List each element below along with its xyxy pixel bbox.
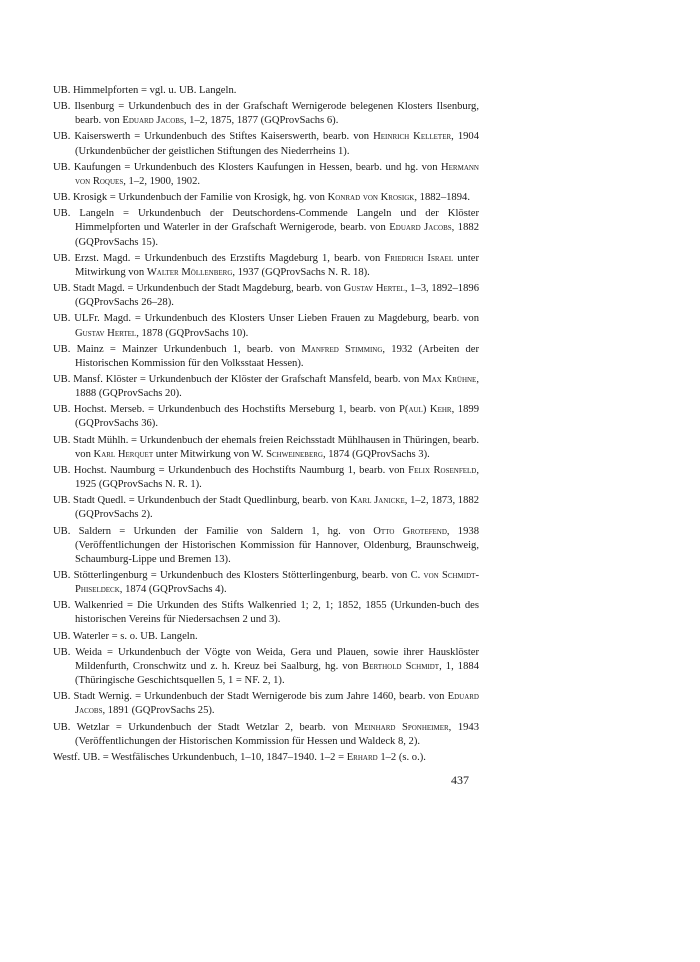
entry-text: UB. Kaiserswerth = Urkundenbuch des Stiftes Kaiserswerth, bearb. von	[53, 131, 374, 143]
entry-text: , 1–2, 1873, 1882 (GQProvSachs 2).	[75, 495, 479, 521]
entry-text: , 1874 (GQProvSachs 3).	[322, 448, 430, 460]
entry-text: UB. Saldern = Urkunden der Familie von Saldern 1, hg. von	[53, 525, 374, 537]
entry-text: , 1878 (GQProvSachs 10).	[136, 327, 249, 339]
entry-text: unter Mitwirkung von W.	[153, 448, 267, 460]
author-name: Karl Janicke	[349, 495, 405, 507]
author-name: Konrad von Krosigk	[327, 192, 415, 204]
entry-text: , 1874 (GQProvSachs 4).	[119, 584, 227, 596]
author-name: Berthold Schmidt	[362, 660, 440, 672]
entry-text: UB. Stadt Mühlh. = Urkundenbuch der ehemals freien Reichsstadt Mühlhausen in Thüringen, bearb. von	[53, 434, 479, 460]
entry-text: , 1943 (Veröffentlichungen der Historischen Kommission für Hessen und Waldeck 8, 2).	[75, 721, 480, 747]
bibliography-entry	[53, 84, 479, 98]
entry-text: , 1899 (GQProvSachs 36).	[75, 404, 479, 430]
author-name: P(aul) Kehr	[399, 404, 452, 416]
bibliography-entry	[53, 130, 479, 158]
bibliography-entry	[53, 525, 479, 567]
entry-text: UB. Hochst. Naumburg = Urkundenbuch des Hochstifts Naumburg 1, bearb. von	[53, 464, 409, 476]
entry-text: UB. Hochst. Merseb. = Urkundenbuch des Hochstifts Merseburg 1, bearb. von	[53, 404, 400, 416]
bibliography-entry	[53, 630, 479, 644]
entry-text: UB. Langeln = Urkundenbuch der Deutschordens-Commende Langeln und der Klöster Himmelpforten und Waterler in der Grafschaft Wernigerode, bearb. von	[53, 208, 479, 234]
entry-text: UB. Krosigk = Urkundenbuch der Familie von Krosigk, hg. von	[53, 192, 328, 204]
bibliography-entry	[53, 403, 479, 431]
author-name: Gustav Hertel	[75, 327, 137, 339]
author-name: Karl Herquet	[93, 448, 154, 460]
bibliography-entry	[53, 569, 479, 597]
entry-text: UB. Ilsenburg = Urkundenbuch des in der Grafschaft Wernigerode belegenen Klosters Ilsenburg, bearb. von	[53, 101, 479, 127]
bibliography-entry	[53, 282, 479, 310]
entry-text: , 1–3, 1892–1896 (GQProvSachs 26–28).	[75, 283, 479, 309]
entry-text: UB. Stadt Wernig. = Urkundenbuch der Stadt Wernigerode bis zum Jahre 1460, bearb. von	[53, 691, 448, 703]
entry-text: , 1937 (GQProvSachs N. R. 18).	[232, 266, 370, 278]
entry-text: UB. Himmelpforten = vgl. u. UB. Langeln.	[53, 85, 237, 96]
entry-text: , 1–2, 1875, 1877 (GQProvSachs 6).	[183, 115, 339, 127]
entry-text: UB. Erzst. Magd. = Urkundenbuch des Erzstifts Magdeburg 1, bearb. von	[53, 252, 385, 264]
entry-text: UB. Stötterlingenburg = Urkundenbuch des Klosters Stötterlingenburg, bearb. von C.	[53, 570, 424, 581]
entry-text: , 1932 (Arbeiten der Historischen Kommission für den Volksstaat Hessen).	[75, 343, 479, 369]
bibliography-entry	[53, 191, 479, 205]
entry-text: UB. Stadt Quedl. = Urkundenbuch der Stadt Quedlinburg, bearb. von	[53, 495, 350, 507]
entry-text: , 1891 (GQProvSachs 25).	[102, 705, 215, 717]
entry-text: , 1882–1894.	[414, 192, 470, 204]
bibliography-entry	[53, 343, 479, 371]
entry-text: 1–2 (s. o.).	[377, 751, 426, 763]
bibliography-entry	[53, 161, 479, 189]
author-name: Manfred Stimming	[301, 343, 383, 355]
bibliography-entry	[53, 312, 479, 340]
author-name: Eduard Jacobs	[389, 222, 452, 234]
entry-text: , 1925 (GQProvSachs N. R. 1).	[75, 464, 479, 491]
author-name: Walter Möllenberg	[146, 266, 233, 278]
entry-text: , 1938 (Veröffentlichungen der Historischen Kommission für Hannover, Oldenburg, Braunschweig, Schaumburg-Lippe und Bremen 13).	[75, 525, 479, 565]
bibliography-entry	[53, 751, 479, 765]
author-name: Hermann von Roques	[75, 161, 479, 187]
entry-text: UB. Mansf. Klöster = Urkundenbuch der Klöster der Grafschaft Mansfeld, bearb. von	[53, 373, 423, 385]
bibliography-entry	[53, 464, 479, 492]
entry-text: UB. Walkenried = Die Urkunden des Stifts Walkenried 1; 2, 1; 1852, 1855 (Urkunden-buch des historischen Vereins für Niedersachsen 2 und 3).	[53, 600, 479, 626]
bibliography-entry	[53, 434, 479, 462]
author-name: Erhard	[346, 751, 378, 763]
bibliography-list	[53, 84, 479, 767]
author-name: Friedrich Israel	[384, 252, 454, 264]
author-name: Schweineberg	[266, 448, 323, 460]
bibliography-entry	[53, 207, 479, 249]
bibliography-entry	[53, 599, 479, 627]
bibliography-entry	[53, 494, 479, 522]
author-name: Otto Grotefend	[373, 525, 447, 537]
entry-text: UB. Kaufungen = Urkundenbuch des Klosters Kaufungen in Hessen, bearb. und hg. von	[53, 161, 441, 173]
entry-text: Westf. UB. = Westfälisches Urkundenbuch, 1–10, 1847–1940. 1–2 =	[53, 751, 347, 763]
entry-text: UB. ULFr. Magd. = Urkundenbuch des Klosters Unser Lieben Frauen zu Magdeburg, bearb. von	[53, 313, 479, 325]
entry-text: UB. Waterler = s. o. UB. Langeln.	[53, 630, 198, 642]
entry-text: UB. Weida = Urkundenbuch der Vögte von Weida, Gera und Plauen, sowie ihrer Hausklöster Mildenfurth, Cronschwitz und z. h. Kreuz bei Saalburg, hg. von	[53, 646, 479, 672]
author-name: Gustav Hertel	[343, 283, 405, 295]
entry-text: , 1, 1884 (Thüringische Geschichtsquellen 5, 1 = NF. 2, 1).	[75, 660, 479, 687]
bibliography-entry	[53, 373, 479, 401]
page-number: 437	[451, 773, 469, 787]
author-name: Eduard Jacobs	[75, 691, 479, 717]
entry-text: UB. Stadt Magd. = Urkundenbuch der Stadt Magdeburg, bearb. von	[53, 283, 344, 295]
author-name: Heinrich Kelleter	[373, 131, 452, 143]
author-name: von Schmidt-Phiseldeck	[75, 570, 479, 596]
entry-text: unter Mitwirkung von	[75, 252, 480, 278]
bibliography-entry	[53, 690, 479, 718]
author-name: Eduard Jacobs	[122, 115, 184, 127]
entry-text: , 1–2, 1900, 1902.	[123, 175, 201, 187]
bibliography-entry	[53, 100, 479, 128]
bibliography-entry	[53, 252, 479, 280]
bibliography-entry	[53, 646, 479, 688]
entry-text: , 1904 (Urkundenbücher der geistlichen Stiftungen des Niederrheins 1).	[75, 131, 480, 157]
entry-text: , 1888 (GQProvSachs 20).	[75, 373, 479, 400]
entry-text: , 1882 (GQProvSachs 15).	[75, 222, 479, 248]
author-name: Max Krühne	[422, 373, 477, 385]
author-name: Felix Rosenfeld	[408, 464, 477, 476]
bibliography-entry	[53, 721, 479, 749]
author-name: Meinhard Sponheimer	[354, 721, 449, 733]
entry-text: UB. Mainz = Mainzer Urkundenbuch 1, bearb. von	[53, 343, 302, 355]
entry-text: UB. Wetzlar = Urkundenbuch der Stadt Wetzlar 2, bearb. von	[53, 721, 355, 733]
